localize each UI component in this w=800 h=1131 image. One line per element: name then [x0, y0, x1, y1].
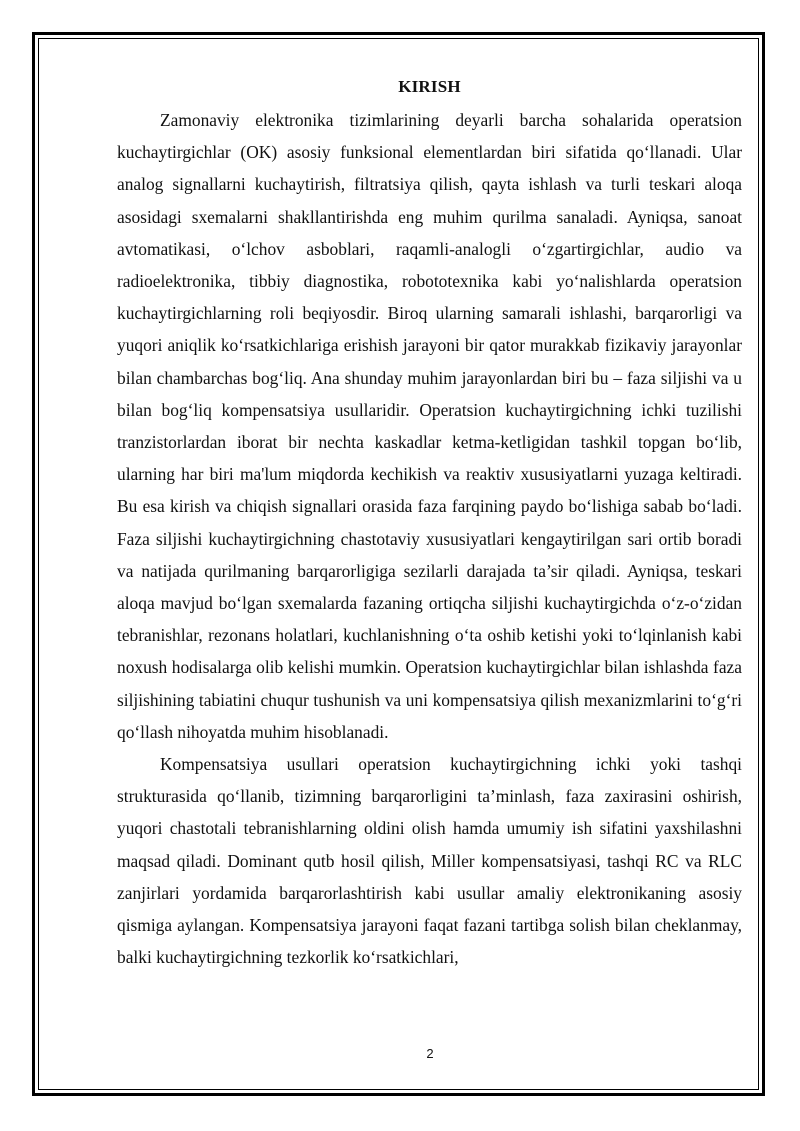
document-body	[117, 74, 742, 973]
page-number: 2	[426, 1046, 434, 1061]
paragraph-1: Zamonaviy elektronika tizimlarining deyarli barcha sohalarida operatsion kuchaytirgichlar (OK) asosiy funksional elementlardan biri sifatida qo‘llanadi. Ular analog signallarni kuchaytirish, filtratsiya qilish, qayta ishlash va turli teskari aloqa asosidagi sxemalarni shakllantirishda eng muhim qurilma sanaladi. Ayniqsa, sanoat avtomatikasi, o‘lchov asboblari, raqamli-analogli o‘zgartirgichlar, audio va radioelektronika, tibbiy diagnostika, robototexnika kabi yo‘nalishlarda operatsion kuchaytirgichlarning roli beqiyosdir. Biroq ularning samarali ishlashi, barqarorligi va yuqori aniqlik ko‘rsatkichlariga erishish jarayoni bir qator murakkab fizikaviy jarayonlar bilan chambarchas bog‘liq. Ana shunday muhim jarayonlardan biri bu – faza siljishi va u bilan bog‘liq kompensatsiya usullaridir. Operatsion kuchaytirgichning ichki tuzilishi tranzistorlardan iborat bir nechta kaskadlar ketma-ketligidan tashkil topgan bo‘lib, ularning har biri ma'lum miqdorda kechikish va reaktiv xususiyatlarni yuzaga keltiradi. Bu esa kirish va chiqish signallari orasida faza farqining paydo bo‘lishiga sabab bo‘ladi. Faza siljishi kuchaytirgichning chastotaviy xususiyatlari kengaytirilgan sari ortib boradi va natijada qurilmaning barqarorligiga sezilarli darajada ta’sir qiladi. Ayniqsa, teskari aloqa mavjud bo‘lgan sxemalarda fazaning ortiqcha siljishi kuchaytirgichda o‘z-o‘zidan tebranishlar, rezonans holatlari, kuchlanishning o‘ta oshib ketishi yoki to‘lqinlanish kabi noxush hodisalarga olib kelishi mumkin. Operatsion kuchaytirgichlar bilan ishlashda faza siljishining tabiatini chuqur tushunish va uni kompensatsiya qilish mexanizmlarini to‘g‘ri qo‘llash nihoyatda muhim hisoblanadi.	[117, 110, 742, 742]
paragraph-2: Kompensatsiya usullari operatsion kuchaytirgichning ichki yoki tashqi strukturasida qo‘llanib, tizimning barqarorligini ta’minlash, faza zaxirasini oshirish, yuqori chastotali tebranishlarning oldini olish hamda umumiy ish sifatini yaxshilashni maqsad qiladi. Dominant qutb hosil qilish, Miller kompensatsiyasi, tashqi RC va RLC zanjirlari yordamida barqarorlashtirish kabi usullar amaliy elektronikaning asosiy qismiga aylangan. Kompensatsiya jarayoni faqat fazani tartibga solish bilan cheklanmay, balki kuchaytirgichning tezkorlik ko‘rsatkichlari,	[117, 754, 742, 968]
section-title: KIRISH	[398, 77, 461, 96]
